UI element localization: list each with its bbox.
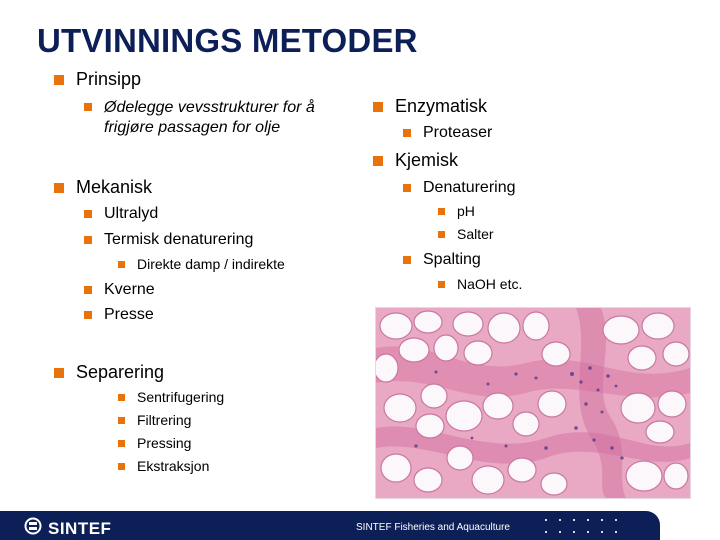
bullet-text: pH — [457, 203, 475, 219]
bullet-proteaser — [403, 124, 492, 142]
bullet-square-icon — [373, 156, 383, 166]
bullet-sep-item — [118, 458, 209, 474]
bullet-text: Pressing — [137, 435, 192, 451]
bullet-text: Mekanisk — [76, 177, 153, 197]
bullet-naoh — [438, 276, 522, 292]
bullet-text: Proteaser — [423, 124, 493, 141]
bullet-square-icon — [118, 417, 125, 424]
bullet-text: Presse — [104, 306, 154, 323]
bullet-line-2: frigjøre passagen for olje — [104, 119, 281, 136]
bullet-ph — [438, 203, 475, 219]
bullet-square-icon — [438, 208, 445, 215]
bullet-text: Filtrering — [137, 412, 192, 428]
bullet-square-icon — [118, 261, 125, 268]
bullet-text: Ultralyd — [104, 205, 159, 222]
logo-text: SINTEF — [48, 518, 112, 538]
bullet-square-icon — [373, 102, 383, 112]
tissue-histology-image — [375, 307, 691, 499]
bullet-square-icon — [403, 256, 411, 264]
bullet-text — [104, 98, 315, 138]
bullet-kjemisk — [373, 150, 458, 171]
bullet-prinsipp-sub — [84, 98, 315, 138]
bullet-text: Direkte damp / indirekte — [137, 256, 285, 272]
bullet-square-icon — [438, 231, 445, 238]
bullet-text: Termisk denaturering — [104, 231, 254, 248]
bullet-text: Separering — [76, 362, 165, 382]
bullet-text: Prinsipp — [76, 69, 142, 89]
footer — [0, 511, 720, 540]
bullet-square-icon — [438, 281, 445, 288]
bullet-line-1: Ødelegge vevsstrukturer for å — [104, 99, 315, 116]
bullet-sep-item — [118, 412, 191, 428]
slide-title: UTVINNINGS METODER — [37, 22, 418, 59]
bullet-separering — [54, 362, 164, 383]
bullet-sep-item — [118, 435, 191, 451]
bullet-square-icon — [84, 103, 92, 111]
bullet-ultralyd — [84, 205, 158, 223]
bullet-text: Sentrifugering — [137, 389, 225, 405]
bullet-square-icon — [54, 368, 64, 378]
bullet-square-icon — [84, 210, 92, 218]
bullet-mekanisk — [54, 177, 152, 198]
sintef-logo-icon — [24, 517, 42, 540]
bullet-text: Spalting — [423, 251, 481, 268]
bullet-salter — [438, 226, 494, 242]
bullet-denaturering — [403, 179, 516, 197]
bullet-square-icon — [118, 463, 125, 470]
bullet-text: Kverne — [104, 281, 155, 298]
bullet-text: Salter — [457, 226, 494, 242]
bullet-text: Denaturering — [423, 179, 516, 196]
bullet-square-icon — [54, 75, 64, 85]
bullet-text: Enzymatisk — [395, 96, 488, 116]
bullet-square-icon — [403, 129, 411, 137]
bullet-text: NaOH etc. — [457, 276, 523, 292]
bullet-square-icon — [118, 394, 125, 401]
bullet-square-icon — [84, 286, 92, 294]
bullet-square-icon — [84, 311, 92, 319]
bullet-kverne — [84, 281, 155, 299]
bullet-square-icon — [403, 184, 411, 192]
bullet-direkte — [118, 256, 285, 272]
bullet-enzymatisk — [373, 96, 487, 117]
bullet-text: Kjemisk — [395, 150, 459, 170]
bullet-termisk — [84, 231, 253, 249]
bullet-square-icon — [54, 183, 64, 193]
bullet-square-icon — [118, 440, 125, 447]
bullet-spalting — [403, 251, 481, 269]
histology-drawing — [376, 308, 690, 498]
bullet-presse — [84, 306, 154, 324]
bullet-sep-item — [118, 389, 224, 405]
bullet-square-icon — [84, 236, 92, 244]
footer-org-text: SINTEF Fisheries and Aquaculture — [356, 522, 510, 533]
bullet-prinsipp — [54, 69, 141, 90]
bullet-text: Ekstraksjon — [137, 458, 210, 474]
sintef-logo — [24, 517, 111, 540]
